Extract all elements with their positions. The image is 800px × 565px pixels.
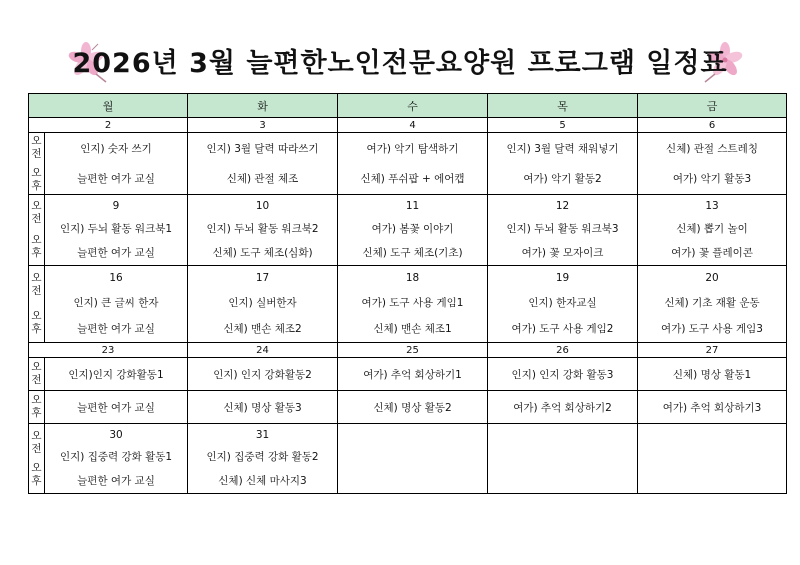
day-header-mon: 월 xyxy=(29,94,188,118)
schedule-cell xyxy=(638,195,787,266)
date-label: 20 xyxy=(705,272,719,284)
date-cell: 27 xyxy=(638,343,787,358)
am-program: 인지) 실버한자 xyxy=(228,297,297,309)
day-header-row xyxy=(29,94,787,118)
schedule-cell xyxy=(188,424,338,494)
am-program: 인지)인지 강화활동1 xyxy=(45,358,188,391)
schedule-cell xyxy=(188,195,338,266)
schedule-cell xyxy=(338,133,488,195)
am-pm-label: 오전 오후 xyxy=(29,133,45,195)
schedule-cell xyxy=(488,266,638,343)
am-program: 인지) 두뇌 활동 워크북3 xyxy=(506,223,619,235)
date-label: 11 xyxy=(405,200,420,212)
pm-program: 여가) 도구 사용 게임2 xyxy=(511,323,614,335)
schedule-cell xyxy=(45,133,188,195)
program-row xyxy=(29,424,787,494)
pm-program: 신체) 맨손 체조1 xyxy=(373,323,452,335)
pm-program: 신체) 도구 체조(기초) xyxy=(362,247,463,259)
pm-program: 여가) 꽃 모자이크 xyxy=(521,247,604,259)
empty-cell xyxy=(488,424,638,494)
date-label: 9 xyxy=(112,200,120,212)
am-program: 여가) 도구 사용 게임1 xyxy=(361,297,464,309)
date-row xyxy=(29,118,787,133)
am-program: 여가) 악기 탐색하기 xyxy=(366,143,459,155)
date-label: 18 xyxy=(405,272,420,284)
date-cell: 4 xyxy=(338,118,488,133)
pm-program: 늘편한 여가 교실 xyxy=(45,391,188,424)
day-header-wed: 수 xyxy=(338,94,488,118)
pm-program: 여가) 악기 활동2 xyxy=(523,173,602,185)
am-program: 여가) 봄꽃 이야기 xyxy=(371,223,454,235)
pm-program: 여가) 꽃 플레이콘 xyxy=(671,247,753,259)
am-program: 인지) 인지 강화 활동3 xyxy=(488,358,638,391)
schedule-cell xyxy=(338,195,488,266)
schedule-cell xyxy=(638,133,787,195)
schedule-cell xyxy=(488,133,638,195)
schedule-cell xyxy=(188,133,338,195)
date-label: 19 xyxy=(555,272,570,284)
am-program: 신체) 명상 활동1 xyxy=(638,358,787,391)
am-label: 오전 xyxy=(29,358,45,391)
pm-label: 오후 xyxy=(29,391,45,424)
date-label: 10 xyxy=(255,200,270,212)
am-program: 인지) 숫자 쓰기 xyxy=(80,143,152,155)
pm-program: 늘편한 여가 교실 xyxy=(77,247,155,259)
am-pm-label: 오전 오후 xyxy=(29,424,45,494)
date-label: 17 xyxy=(255,272,270,284)
date-cell: 5 xyxy=(488,118,638,133)
am-pm-label: 오전 오후 xyxy=(29,266,45,343)
pm-program: 늘편한 여가 교실 xyxy=(77,475,155,488)
am-program: 인지) 3월 달력 채워넣기 xyxy=(506,143,619,155)
pm-program: 여가) 도구 사용 게임3 xyxy=(661,323,763,335)
date-cell: 25 xyxy=(338,343,488,358)
schedule-table xyxy=(28,93,787,494)
schedule-cell xyxy=(45,424,188,494)
date-label: 13 xyxy=(705,200,719,212)
schedule-cell xyxy=(188,266,338,343)
program-row xyxy=(29,195,787,266)
am-program: 인지) 한자교실 xyxy=(528,297,597,309)
am-program: 신체) 기초 재활 운동 xyxy=(664,297,760,309)
am-row xyxy=(29,358,787,391)
pm-program: 여가) 악기 활동3 xyxy=(672,173,752,185)
date-label: 12 xyxy=(555,200,570,212)
am-program: 인지) 두뇌 활동 워크북1 xyxy=(59,223,173,235)
am-program: 인지) 인지 강화활동2 xyxy=(188,358,338,391)
schedule-cell xyxy=(638,266,787,343)
pm-program: 신체) 명상 활동2 xyxy=(338,391,488,424)
am-program: 인지) 두뇌 활동 워크북2 xyxy=(206,223,319,235)
pm-program: 신체) 신체 마사지3 xyxy=(218,475,307,488)
pm-program: 여가) 추억 회상하기3 xyxy=(638,391,787,424)
pm-program: 늘편한 여가 교실 xyxy=(77,173,155,185)
schedule-cell xyxy=(488,195,638,266)
page-title: 2026년 3월 늘편한노인전문요양원 프로그램 일정표 xyxy=(72,47,728,79)
date-label: 16 xyxy=(109,272,123,284)
am-program: 인지) 3월 달력 따라쓰기 xyxy=(206,143,319,155)
day-header-tue: 화 xyxy=(188,94,338,118)
schedule-cell xyxy=(45,266,188,343)
am-program: 인지) 집중력 강화 활동2 xyxy=(206,451,319,464)
pm-row xyxy=(29,391,787,424)
date-cell: 24 xyxy=(188,343,338,358)
date-row xyxy=(29,343,787,358)
program-row xyxy=(29,266,787,343)
empty-cell xyxy=(638,424,787,494)
empty-cell xyxy=(338,424,488,494)
pm-program: 신체) 도구 체조(심화) xyxy=(212,247,313,259)
title-area xyxy=(0,36,800,84)
am-program: 여가) 추억 회상하기1 xyxy=(338,358,488,391)
date-label: 30 xyxy=(109,428,123,441)
date-cell: 2 xyxy=(29,118,188,133)
pm-program: 신체) 푸쉬팝 + 에어캡 xyxy=(360,173,465,185)
date-cell: 3 xyxy=(188,118,338,133)
pm-program: 신체) 맨손 체조2 xyxy=(223,323,302,335)
date-label: 31 xyxy=(255,428,270,441)
schedule-cell xyxy=(338,266,488,343)
pm-program: 신체) 관절 체조 xyxy=(226,173,299,185)
schedule-cell xyxy=(45,195,188,266)
am-pm-label: 오전 오후 xyxy=(29,195,45,266)
program-row xyxy=(29,133,787,195)
date-cell: 23 xyxy=(29,343,188,358)
pm-program: 신체) 명상 활동3 xyxy=(188,391,338,424)
date-cell: 6 xyxy=(638,118,787,133)
am-program: 신체) 관절 스트레칭 xyxy=(666,143,758,155)
day-header-fri: 금 xyxy=(638,94,787,118)
pm-program: 여가) 추억 회상하기2 xyxy=(488,391,638,424)
am-program: 인지) 큰 글씨 한자 xyxy=(73,297,159,309)
am-program: 인지) 집중력 강화 활동1 xyxy=(59,451,173,464)
pm-program: 늘편한 여가 교실 xyxy=(77,323,155,335)
date-cell: 26 xyxy=(488,343,638,358)
day-header-thu: 목 xyxy=(488,94,638,118)
am-program: 신체) 뽑기 놀이 xyxy=(676,223,748,235)
